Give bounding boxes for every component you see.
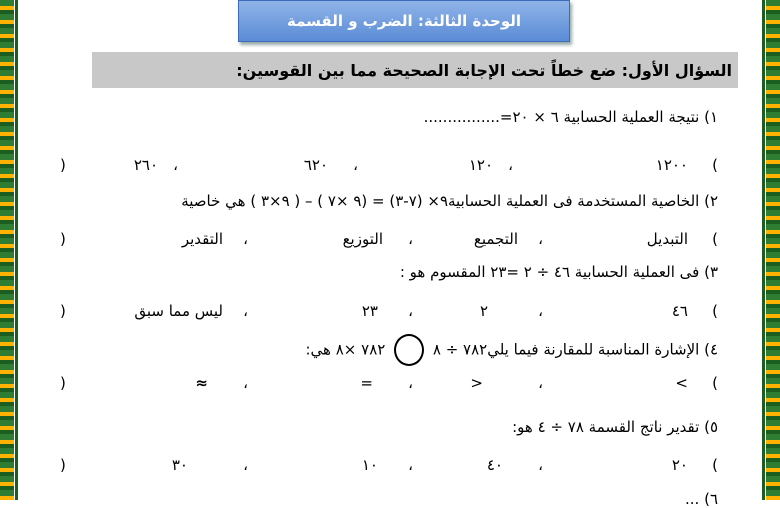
item-3-stem: ٣) فى العملية الحسابية ٤٦ ÷ ٢ =٢٣ المقسوم هو : xyxy=(399,263,718,281)
comma: ، xyxy=(408,302,413,320)
answer-circle[interactable] xyxy=(394,334,424,366)
open-paren: ( xyxy=(712,374,718,392)
close-paren: ) xyxy=(60,302,66,320)
comma: ، xyxy=(538,374,543,392)
comma: ، xyxy=(243,374,248,392)
open-paren: ( xyxy=(712,230,718,248)
close-paren: ) xyxy=(60,456,66,474)
option[interactable]: ٣٠ xyxy=(171,456,188,474)
option[interactable]: = xyxy=(360,374,373,392)
item-2-stem: ٢) الخاصية المستخدمة فى العملية الحسابية٩× (٧-٣) = (٩ ×٧ ) – ( ٩×٣ ) هي خاصية xyxy=(181,192,718,210)
close-paren: ) xyxy=(60,230,66,248)
question-one-title: السؤال الأول: ضع خطاً تحت الإجابة الصحيحة مما بين القوسين: xyxy=(236,60,732,80)
page-border-left xyxy=(0,0,14,500)
open-paren: ( xyxy=(712,456,718,474)
unit-title: الوحدة الثالثة: الضرب و القسمة xyxy=(286,12,522,30)
comma: ، xyxy=(538,302,543,320)
comma: ، xyxy=(408,456,413,474)
close-paren: ) xyxy=(60,374,66,392)
option[interactable]: < xyxy=(675,374,688,392)
item-5-stem: ٥) تقدير ناتج القسمة ٧٨ ÷ ٤ هو: xyxy=(512,418,718,436)
open-paren: ( xyxy=(712,156,718,174)
item-4-stem xyxy=(306,334,719,366)
page-border-right xyxy=(766,0,780,500)
item-5-options xyxy=(60,456,718,478)
option[interactable]: ١٢٠ xyxy=(468,156,493,174)
option[interactable]: ١٢٠٠ xyxy=(655,156,688,174)
option[interactable]: التقدير xyxy=(181,230,223,248)
item-4-options xyxy=(60,374,718,396)
comma: ، xyxy=(243,302,248,320)
option[interactable]: ٢٠ xyxy=(671,456,688,474)
comma: ، xyxy=(243,456,248,474)
option[interactable]: ٤٦ xyxy=(671,302,688,320)
item-4-stem-part-b: ٧٨٢ ×٨ هي: xyxy=(305,340,386,359)
question-one-header xyxy=(92,52,738,88)
comma: ، xyxy=(408,230,413,248)
option[interactable]: ٢٣ xyxy=(361,302,378,320)
option[interactable]: ٢ xyxy=(479,302,488,320)
option[interactable]: ≈ xyxy=(195,374,208,392)
item-6-stem-partial: ٦) ... xyxy=(685,490,718,508)
comma: ، xyxy=(538,456,543,474)
item-2-options xyxy=(60,230,718,252)
option[interactable]: التبديل xyxy=(646,230,688,248)
open-paren: ( xyxy=(712,302,718,320)
comma: ، xyxy=(538,230,543,248)
comma: ، xyxy=(353,156,358,174)
option[interactable]: التجميع xyxy=(473,230,518,248)
option[interactable]: ٢٦٠ xyxy=(133,156,158,174)
comma: ، xyxy=(408,374,413,392)
option[interactable]: ١٠ xyxy=(361,456,378,474)
option[interactable]: ليس مما سبق xyxy=(134,302,223,320)
item-3-options xyxy=(60,302,718,324)
unit-title-banner xyxy=(238,0,570,42)
item-4-stem-part-a: ٤) الإشارة المناسبة للمقارنة فيما يلي٧٨٢ ÷ ٨ xyxy=(432,340,718,359)
option[interactable]: > xyxy=(470,374,483,392)
comma: ، xyxy=(243,230,248,248)
comma: ، xyxy=(173,156,178,174)
item-1-stem: ١) نتيجة العملية الحسابية ٦ × ٢٠=................ xyxy=(423,108,718,126)
item-1-options xyxy=(60,156,718,178)
close-paren: ) xyxy=(60,156,66,174)
option[interactable]: التوزيع xyxy=(342,230,383,248)
option[interactable]: ٦٢٠ xyxy=(303,156,328,174)
option[interactable]: ٤٠ xyxy=(486,456,503,474)
comma: ، xyxy=(508,156,513,174)
